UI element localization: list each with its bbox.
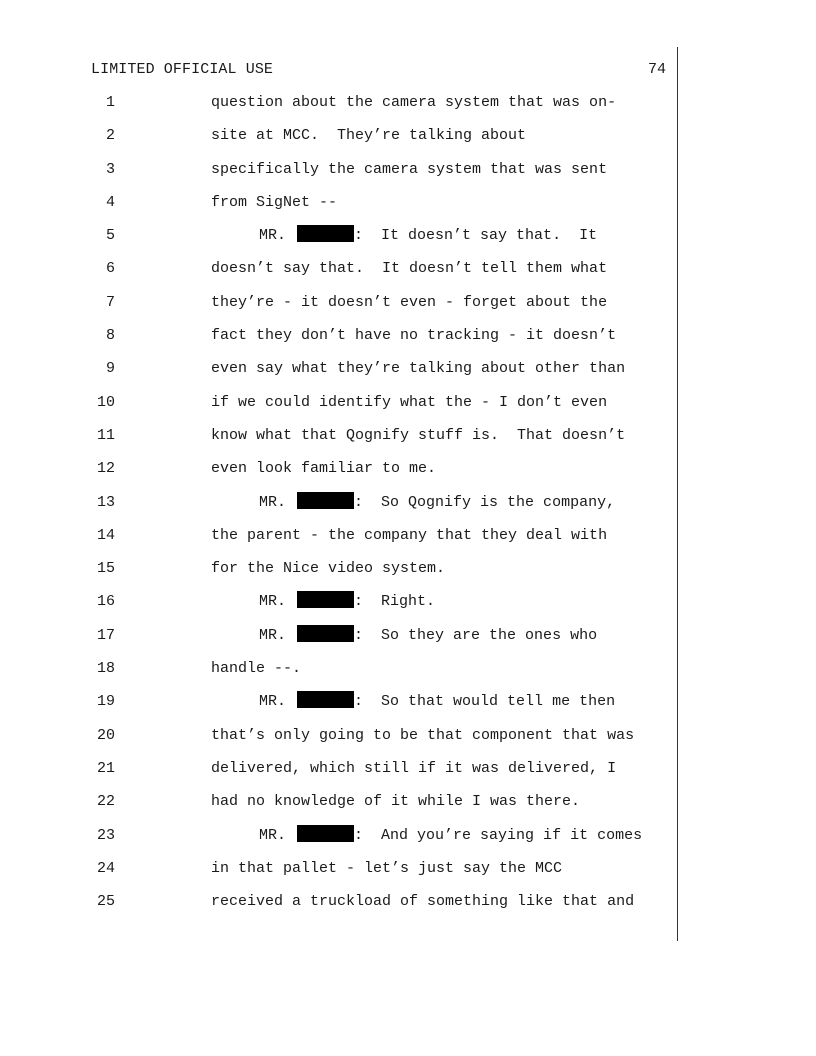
line-text: : So they are the ones who — [354, 626, 598, 644]
line-number: 12 — [96, 460, 115, 478]
line-text: handle --. — [211, 660, 302, 678]
speaker-line — [259, 585, 435, 618]
line-number: 18 — [96, 660, 115, 678]
line-text: : Right. — [354, 593, 436, 611]
transcript-line — [0, 819, 816, 852]
redacted-name — [297, 691, 354, 708]
line-number: 14 — [96, 526, 115, 544]
line-number: 6 — [105, 260, 115, 278]
line-text: question about the camera system that was on- — [211, 94, 617, 111]
line-number: 11 — [96, 426, 115, 444]
line-text: : So that would tell me then — [354, 693, 616, 711]
line-number: 20 — [96, 726, 115, 744]
line-number: 8 — [105, 327, 115, 345]
line-text: the parent - the company that they deal with — [211, 526, 608, 544]
transcript-line — [0, 486, 816, 519]
line-text: : And you’re saying if it comes — [354, 826, 643, 844]
speaker-line — [259, 819, 642, 852]
redacted-name — [297, 225, 354, 242]
transcript-line — [0, 386, 816, 419]
line-text: : It doesn’t say that. It — [354, 227, 598, 245]
transcript-line — [0, 153, 816, 186]
speaker-line — [259, 619, 597, 652]
line-text: if we could identify what the - I don’t even — [211, 393, 608, 411]
line-number: 3 — [105, 160, 115, 178]
transcript-line — [0, 86, 816, 119]
speaker-title: MR. — [259, 826, 287, 844]
line-text: : So Qognify is the company, — [354, 493, 616, 511]
transcript-body — [0, 86, 816, 918]
transcript-line — [0, 252, 816, 285]
speaker-title: MR. — [259, 693, 287, 711]
line-number: 10 — [96, 393, 115, 411]
transcript-line — [0, 352, 816, 385]
transcript-line — [0, 419, 816, 452]
line-number: 4 — [105, 193, 115, 211]
line-text: had no knowledge of it while I was there. — [211, 793, 581, 811]
transcript-line — [0, 852, 816, 885]
line-text: doesn’t say that. It doesn’t tell them what — [211, 260, 608, 278]
line-number: 9 — [105, 360, 115, 378]
redacted-name — [297, 492, 354, 509]
transcript-line — [0, 885, 816, 918]
speaker-line — [259, 486, 615, 519]
line-number: 2 — [105, 127, 115, 145]
line-text: received a truckload of something like that and — [211, 893, 635, 911]
line-number: 25 — [96, 893, 115, 911]
transcript-line — [0, 752, 816, 785]
line-text: know what that Qognify stuff is. That doesn’t — [211, 426, 626, 444]
line-number: 21 — [96, 759, 115, 777]
transcript-line — [0, 619, 816, 652]
line-number: 15 — [96, 560, 115, 578]
transcript-line — [0, 286, 816, 319]
transcript-line — [0, 719, 816, 752]
speaker-title: MR. — [259, 626, 287, 644]
transcript-line — [0, 519, 816, 552]
line-number: 13 — [96, 493, 115, 511]
transcript-line — [0, 552, 816, 585]
line-number: 17 — [96, 626, 115, 644]
line-text: in that pallet - let’s just say the MCC — [211, 859, 563, 877]
line-text: that’s only going to be that component that was — [211, 726, 635, 744]
redacted-name — [297, 825, 354, 842]
line-text: delivered, which still if it was delivered, I — [211, 759, 617, 777]
classification-header: LIMITED OFFICIAL USE — [91, 61, 274, 78]
line-number: 23 — [96, 826, 115, 844]
line-number: 16 — [96, 593, 115, 611]
line-number: 19 — [96, 693, 115, 711]
speaker-line — [259, 219, 597, 252]
redacted-name — [297, 591, 354, 608]
transcript-line — [0, 186, 816, 219]
transcript-line — [0, 119, 816, 152]
line-text: for the Nice video system. — [211, 560, 446, 578]
line-number: 1 — [105, 94, 115, 111]
speaker-title: MR. — [259, 227, 287, 245]
page-number: 74 — [648, 61, 667, 78]
transcript-line — [0, 785, 816, 818]
line-text: specifically the camera system that was sent — [211, 160, 608, 178]
speaker-title: MR. — [259, 593, 287, 611]
line-text: from SigNet -- — [211, 193, 338, 211]
speaker-line — [259, 685, 615, 718]
line-text: they’re - it doesn’t even - forget about the — [211, 293, 608, 311]
line-text: site at MCC. They’re talking about — [211, 127, 527, 145]
line-number: 24 — [96, 859, 115, 877]
transcript-line — [0, 652, 816, 685]
transcript-line — [0, 319, 816, 352]
line-number: 7 — [105, 293, 115, 311]
line-number: 5 — [105, 227, 115, 245]
speaker-title: MR. — [259, 493, 287, 511]
redacted-name — [297, 625, 354, 642]
line-text: even say what they’re talking about other than — [211, 360, 626, 378]
line-number: 22 — [96, 793, 115, 811]
transcript-line — [0, 219, 816, 252]
transcript-line — [0, 452, 816, 485]
line-text: even look familiar to me. — [211, 460, 437, 478]
line-text: fact they don’t have no tracking - it doesn’t — [211, 327, 617, 345]
transcript-line — [0, 685, 816, 718]
transcript-line — [0, 585, 816, 618]
